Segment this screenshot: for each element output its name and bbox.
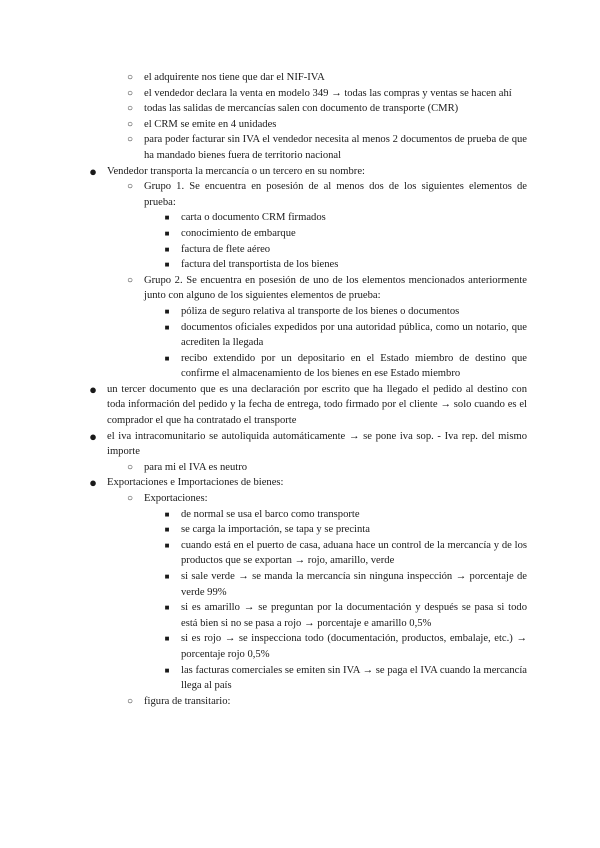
list-item-level-3 [164,507,527,523]
outline-list [0,70,600,709]
bullet-icon: ■ [164,634,170,644]
list-item-level-3 [164,569,527,600]
list-item-text: Exportaciones e Importaciones de bienes: [107,477,284,489]
bullet-icon: ■ [164,665,170,675]
list-item-text: se carga la importación, se tapa y se precinta [181,524,370,536]
list-item-level-2 [126,179,527,210]
list-item-text: Grupo 2. Se encuentra en posesión de uno de los elementos mencionados anteriormente junto con alguno de los siguientes elementos de prueba: [144,274,527,302]
list-item-text: Grupo 1. Se encuentra en posesión de al menos dos de los siguientes elementos de prueba: [144,181,527,208]
list-item-level-3 [164,351,527,382]
bullet-icon: ■ [164,353,170,363]
list-item-text: para poder facturar sin IVA el vendedor necesita al menos 2 documentos de prueba de que ha mandado bienes fuera de territorio nacional [144,134,527,161]
bullet-icon: ○ [126,103,134,115]
list-item-text: todas las salidas de mercancías salen con documento de transporte (CMR) [144,103,459,115]
list-item-text: carta o documento CRM firmados [181,212,326,224]
bullet-icon: ■ [164,525,170,535]
list-item-text: Exportaciones: [144,493,208,505]
bullet-icon: ○ [126,118,134,130]
list-item-level-2 [126,132,527,163]
list-item-level-1 [89,428,527,460]
list-item-level-2 [126,460,527,476]
list-item-level-1 [89,381,527,429]
list-item-level-3 [164,226,527,242]
list-item-level-3 [164,210,527,226]
list-item-level-3 [164,242,527,258]
list-item-text: si sale verde → se manda la mercancía sin ninguna inspección → porcentaje de verde 99% [181,571,527,598]
bullet-icon: ■ [164,244,170,254]
bullet-icon: ○ [126,493,134,505]
list-item-level-3 [164,663,527,694]
bullet-icon: ○ [126,87,134,99]
list-item-text: el adquirente nos tiene que dar el NIF-IVA [144,72,325,83]
bullet-icon: ● [89,163,97,179]
list-item-text: póliza de seguro relativa al transporte de los bienes o documentos [181,305,460,317]
list-item-level-2 [126,273,527,304]
list-item-text: si es amarillo → se preguntan por la documentación y después se pasa si todo está bien si no se pasa a rojo → porcentaje e amarillo 0,5% [181,602,527,629]
list-item-level-2 [126,694,527,710]
list-item-text: factura de flete aéreo [181,243,271,255]
list-item-text: el vendedor declara la venta en modelo 349 → todas las compras y ventas se hacen ahí [144,87,512,99]
bullet-icon: ○ [126,181,134,193]
list-item-text: las facturas comerciales se emiten sin IVA → se paga el IVA cuando la mercancía llega al país [181,664,527,692]
list-item-text: un tercer documento que es una declaración por escrito que ha llegado el pedido al destino con toda información del pedido y la fecha de entrega, todo firmado por el cliente → solo cuando es el comprador el que ha contratado el transporte [107,383,527,427]
bullet-icon: ● [89,381,97,397]
list-item-level-2 [126,491,527,507]
list-item-level-2 [126,101,527,117]
list-item-level-3 [164,538,527,569]
list-item-level-3 [164,257,527,273]
list-item-text: figura de transitario: [144,695,231,707]
list-item-level-1 [89,475,527,491]
bullet-icon: ○ [126,274,134,286]
bullet-icon: ■ [164,572,170,581]
list-item-level-2 [126,70,527,86]
bullet-icon: ○ [126,134,134,146]
bullet-icon: ■ [164,509,170,519]
list-item-level-3 [164,600,527,631]
bullet-icon: ● [89,428,97,444]
list-item-level-2 [126,86,527,102]
list-item-text: cuando está en el puerto de casa, aduana hace un control de la mercancía y de los productos que se exportan → rojo, amarillo, verde [181,539,527,567]
list-item-level-2 [126,117,527,133]
list-item-text: el iva intracomunitario se autoliquida automáticamente → se pone iva sop. - Iva rep. del mismo importe [107,430,527,458]
list-item-text: para mi el IVA es neutro [144,461,248,473]
list-item-level-3 [164,522,527,538]
bullet-icon: ○ [126,461,134,473]
bullet-icon: ■ [164,306,170,316]
list-item-text: Vendedor transporta la mercancía o un tercero en su nombre: [107,165,365,177]
list-item-level-3 [164,320,527,351]
list-item-text: documentos oficiales expedidos por una autoridad pública, como un notario, que acrediten la llegada [181,321,527,349]
bullet-icon: ○ [126,695,134,707]
list-item-level-3 [164,304,527,320]
bullet-icon: ● [89,475,97,491]
bullet-icon: ■ [164,228,170,238]
bullet-icon: ■ [164,260,170,270]
bullet-icon: ■ [164,322,170,332]
list-item-text: de normal se usa el barco como transporte [181,508,360,520]
list-item-text: conocimiento de embarque [181,227,296,239]
list-item-text: factura del transportista de los bienes [181,259,339,271]
list-item-text: recibo extendido por un depositario en el Estado miembro de destino que confirme el almacenamiento de los bienes en ese Estado miembro [181,352,527,380]
list-item-text: si es rojo → se inspecciona todo (documentación, productos, embalaje, etc.) → porcentaje rojo 0,5% [181,633,527,660]
bullet-icon: ○ [126,72,134,83]
list-item-text: el CRM se emite en 4 unidades [144,118,277,130]
bullet-icon: ■ [164,540,170,550]
list-item-level-3 [164,631,527,662]
bullet-icon: ■ [164,603,170,613]
list-item-level-1 [89,163,527,180]
bullet-icon: ■ [164,213,170,223]
